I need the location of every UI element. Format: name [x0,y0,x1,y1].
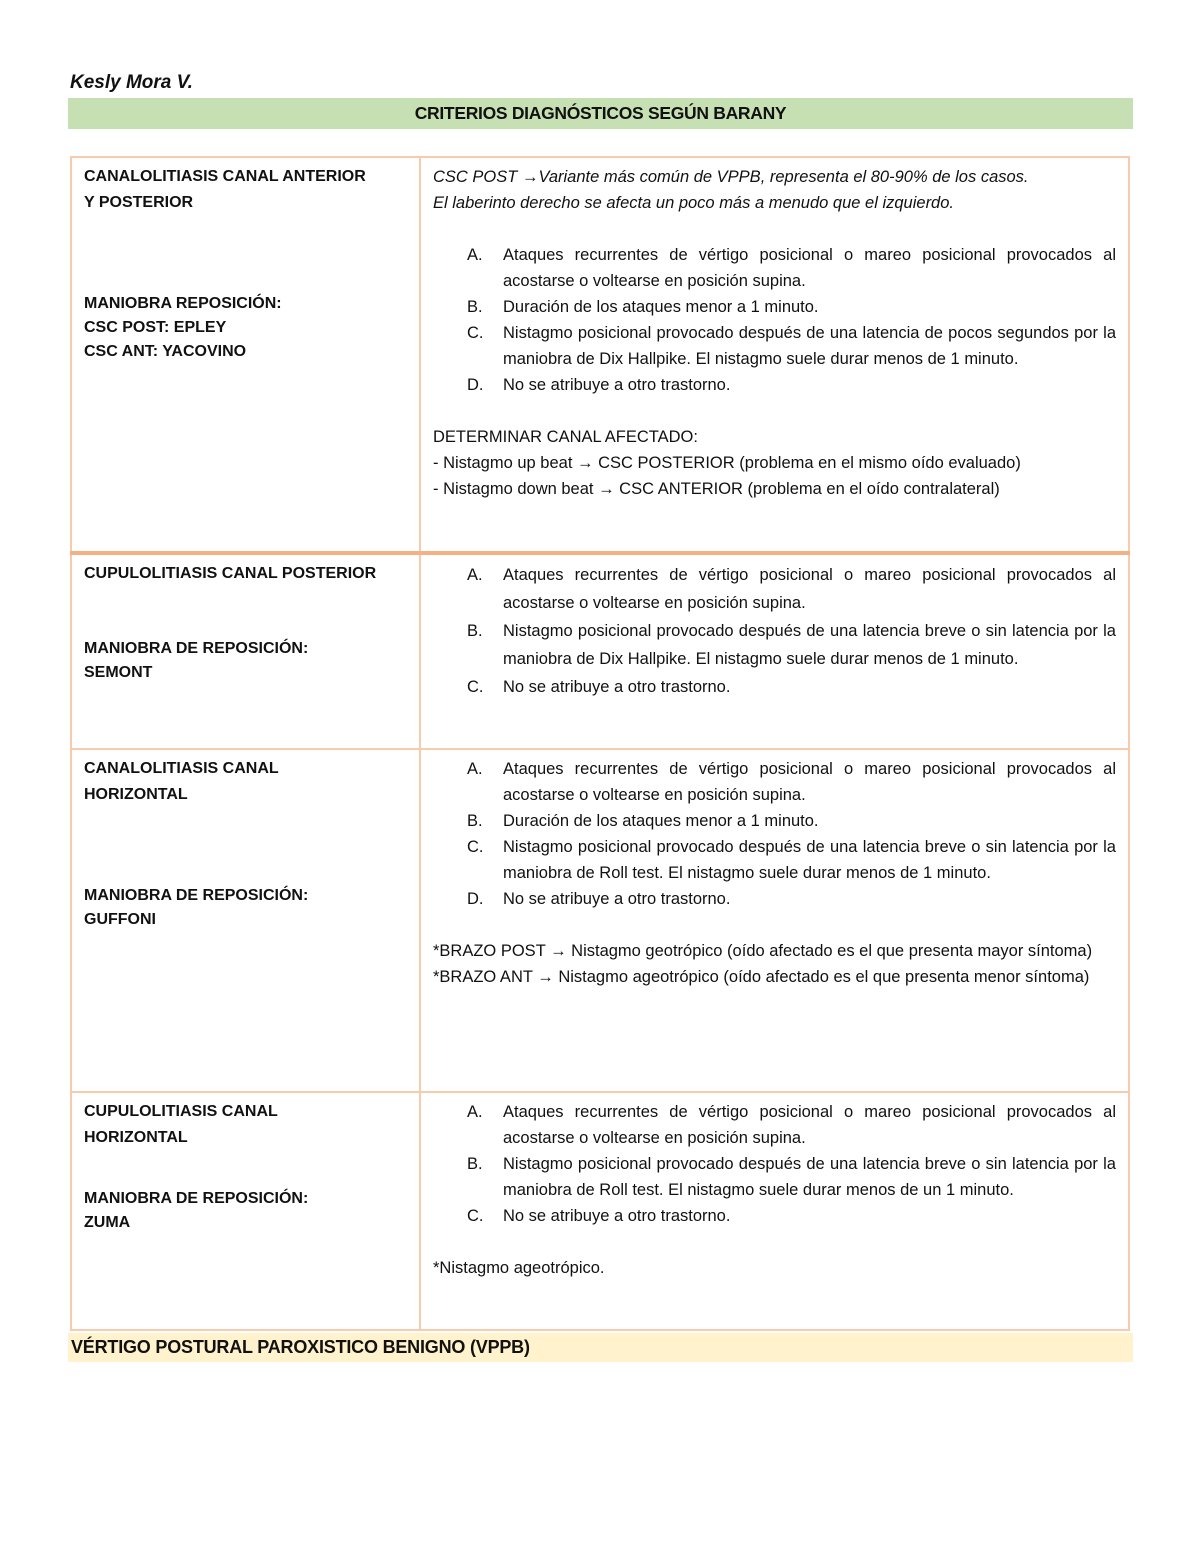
criteria-cell [420,1092,1129,1330]
determine-line: - Nistagmo up beat → CSC POSTERIOR (problema en el mismo oído evaluado) [433,454,1021,472]
list-item: A. Ataques recurrentes de vértigo posicional o mareo posicional provocados al acostarse o voltearse en posición supina. [467,566,1116,612]
maneuver-label: MANIOBRA REPOSICIÓN: [84,295,282,312]
condition-name: HORIZONTAL [84,786,188,803]
condition-cell [71,157,420,553]
maneuver-label: MANIOBRA DE REPOSICIÓN: [84,887,309,904]
list-item: A. Ataques recurrentes de vértigo posicional o mareo posicional provocados al acostarse o voltearse en posición supina. [467,246,1116,290]
criteria-list [433,561,1116,701]
criteria-list [433,1099,1116,1229]
table-row [71,749,1129,1092]
maneuver-value: ZUMA [84,1214,131,1231]
table-row [71,157,1129,553]
intro-text: CSC POST →Variante más común de VPPB, representa el 80-90% de los casos. [433,168,1029,186]
author-name: Kesly Mora V. [70,72,193,93]
criteria-cell [420,749,1129,1092]
list-item: C. No se atribuye a otro trastorno. [467,1207,731,1225]
list-item: D. No se atribuye a otro trastorno. [467,890,731,908]
list-item: B. Nistagmo posicional provocado después de una latencia breve o sin latencia por la maniobra de Dix Hallpike. El nistagmo suele durar menos de 1 minuto. [467,622,1116,668]
condition-name: CANALOLITIASIS CANAL [84,760,279,777]
criteria-cell [420,553,1129,749]
condition-name: Y POSTERIOR [84,194,194,211]
note-line: *Nistagmo ageotrópico. [433,1259,605,1277]
table-row [71,553,1129,749]
criteria-list [433,242,1116,398]
condition-name: HORIZONTAL [84,1129,188,1146]
arrow-icon: → [521,168,539,186]
list-item: B. Duración de los ataques menor a 1 minuto. [467,298,819,316]
condition-cell [71,1092,420,1330]
arrow-icon: → [537,968,554,986]
list-item: A. Ataques recurrentes de vértigo posicional o mareo posicional provocados al acostarse o voltearse en posición supina. [467,760,1116,804]
determine-title: DETERMINAR CANAL AFECTADO: [433,428,698,446]
table-row [71,1092,1129,1330]
note-line: *BRAZO POST → Nistagmo geotrópico (oído afectado es el que presenta mayor síntoma) [433,942,1093,960]
note-line: *BRAZO ANT → Nistagmo ageotrópico (oído afectado es el que presenta menor síntoma) [433,968,1090,986]
document-title: CRITERIOS DIAGNÓSTICOS SEGÚN BARANY [68,98,1133,129]
maneuver-value: SEMONT [84,664,153,681]
maneuver-value: CSC POST: EPLEY [84,319,227,336]
maneuver-value: GUFFONI [84,911,156,928]
condition-cell [71,553,420,749]
arrow-icon: → [577,454,594,472]
list-item: C. Nistagmo posicional provocado después de una latencia de pocos segundos por la maniobra de Dix Hallpike. El nistagmo suele durar menos de 1 minuto. [467,324,1116,368]
arrow-icon: → [550,942,567,960]
intro-text: El laberinto derecho se afecta un poco más a menudo que el izquierdo. [433,194,954,212]
condition-name: CUPULOLITIASIS CANAL [84,1103,278,1120]
maneuver-value: CSC ANT: YACOVINO [84,343,247,360]
condition-cell [71,749,420,1092]
list-item: D. No se atribuye a otro trastorno. [467,376,731,394]
maneuver-label: MANIOBRA DE REPOSICIÓN: [84,1190,309,1207]
condition-name: CANALOLITIASIS CANAL ANTERIOR [84,168,366,185]
criteria-list [433,756,1116,912]
list-item: C. No se atribuye a otro trastorno. [467,678,731,696]
arrow-icon: → [598,480,615,498]
list-item: B. Duración de los ataques menor a 1 minuto. [467,812,819,830]
list-item: B. Nistagmo posicional provocado después de una latencia breve o sin latencia por la maniobra de Roll test. El nistagmo suele durar menos de un 1 minuto. [467,1155,1116,1199]
list-item: C. Nistagmo posicional provocado después de una latencia breve o sin latencia por la maniobra de Roll test. El nistagmo suele durar menos de 1 minuto. [467,838,1116,882]
maneuver-label: MANIOBRA DE REPOSICIÓN: [84,640,309,657]
section-heading: VÉRTIGO POSTURAL PAROXISTICO BENIGNO (VPPB) [68,1333,1133,1362]
condition-name: CUPULOLITIASIS CANAL POSTERIOR [84,565,377,582]
determine-line: - Nistagmo down beat → CSC ANTERIOR (problema en el oído contralateral) [433,480,1000,498]
criteria-table [70,156,1130,1331]
criteria-cell [420,157,1129,553]
list-item: A. Ataques recurrentes de vértigo posicional o mareo posicional provocados al acostarse o voltearse en posición supina. [467,1103,1116,1147]
